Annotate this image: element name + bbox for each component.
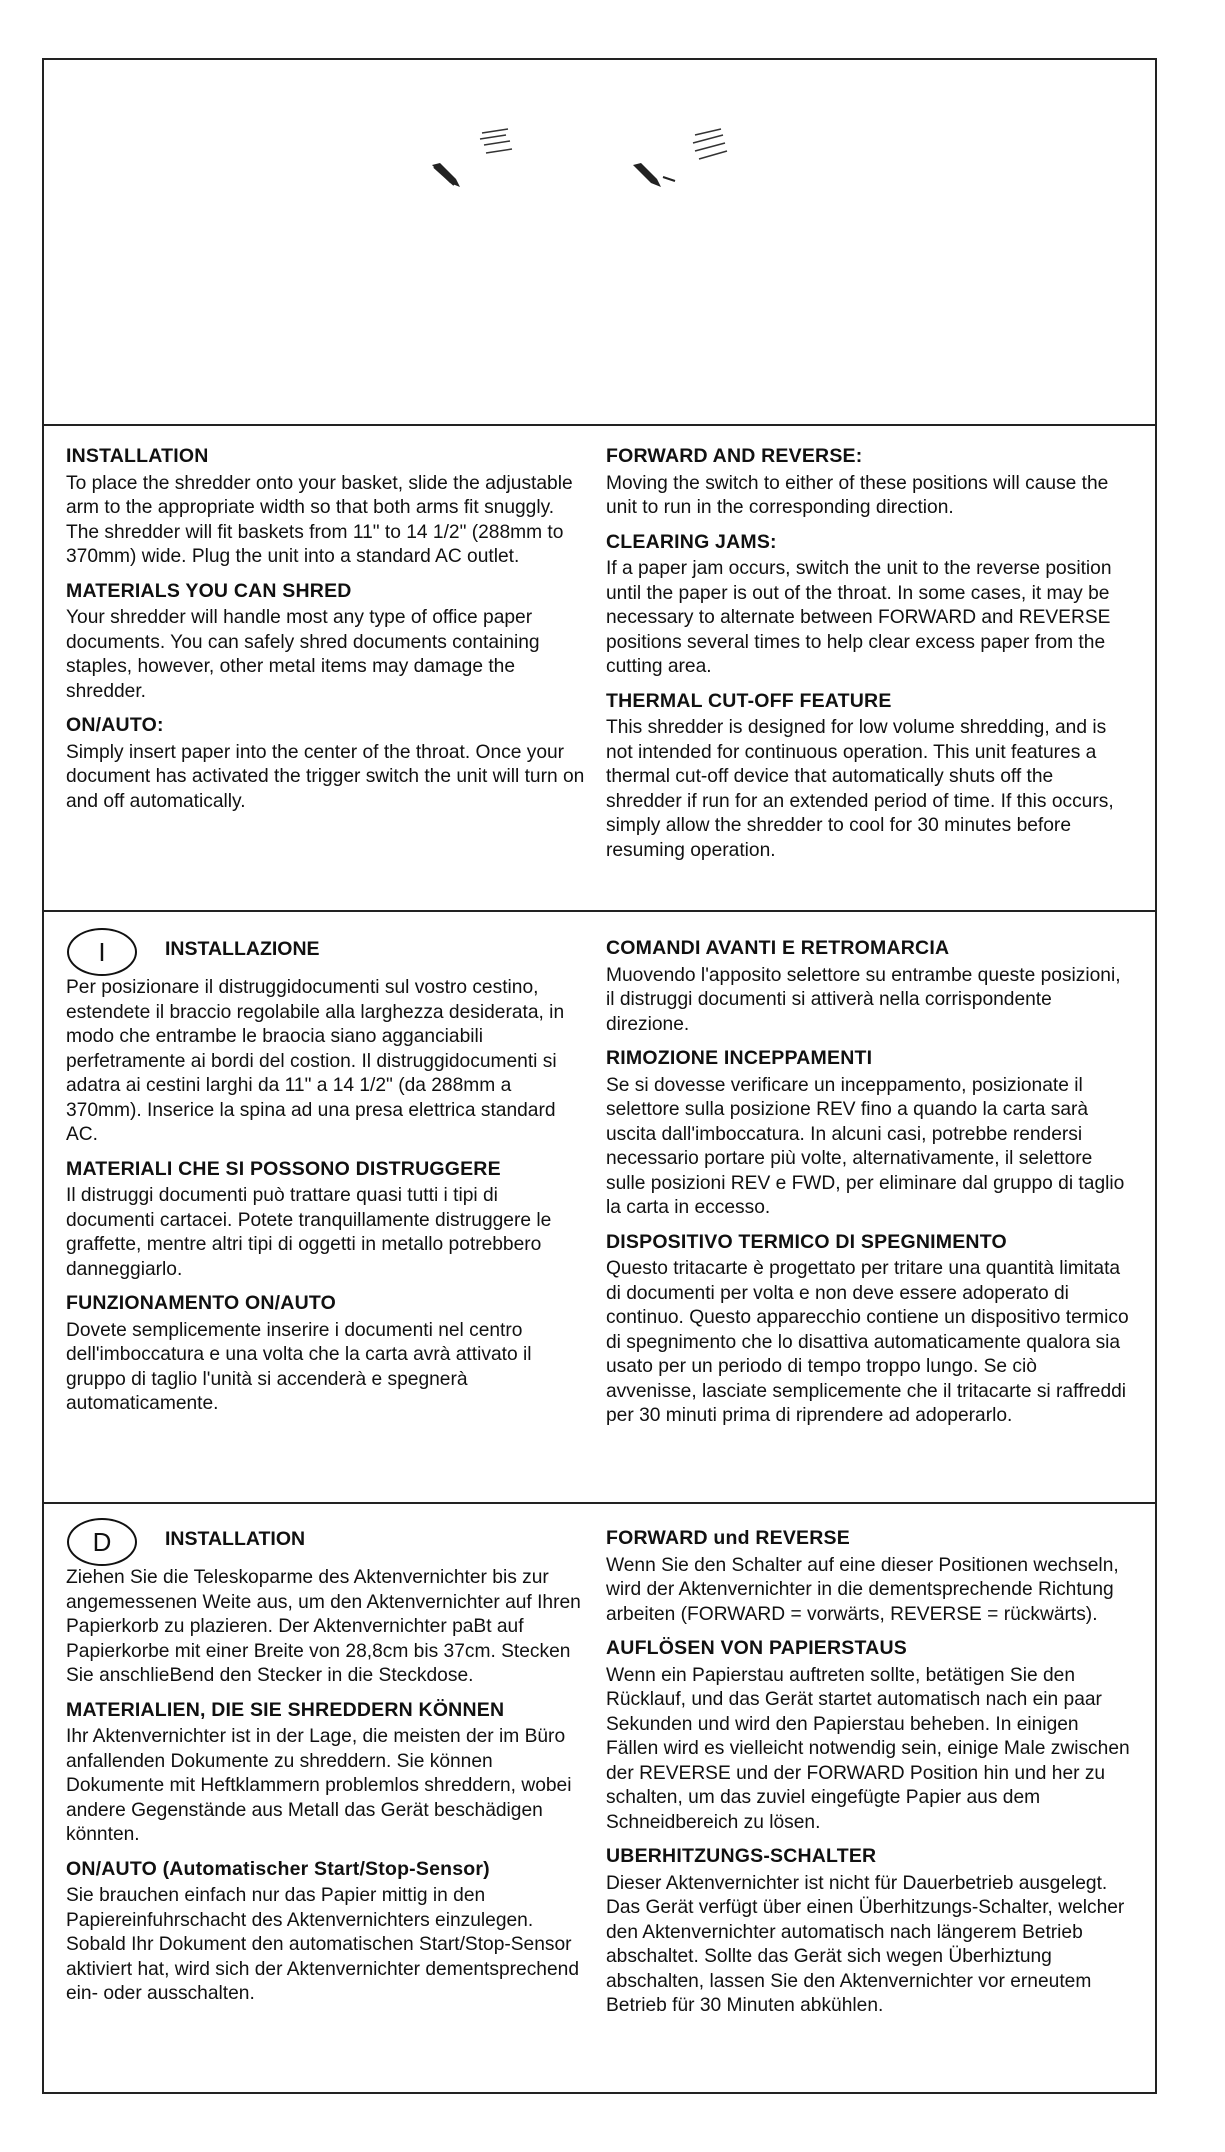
en-body-clearing-jams: If a paper jam occurs, switch the unit to the reverse position until the paper is out of the throat. In some cases, it may be necessary to alternate between FORWARD and REVERSE positions several times to help clear excess paper from the cutting area. [606,558,1112,677]
en-heading-forward-reverse: FORWARD AND REVERSE: [606,445,863,467]
it-body-rimozione: Se si dovesse verificare un inceppamento, posizionate il selettore sulla posizione REV fino a quando la carta sarà uscita dall'imboccatura. In alcuni casi, potrebbe rendersi necessario portare più volte, alternativamente, il selettore sulle posizioni REV e FWD, per eliminare dal gruppo di taglio la carta in eccesso. [606,1074,1125,1218]
it-section-title: INSTALLAZIONE [165,938,320,960]
de-section-title: INSTALLATION [165,1528,306,1550]
it-heading-comandi: COMANDI AVANTI E RETROMARCIA [606,937,950,959]
de-heading-uberhitzung: UBERHITZUNGS-SCHALTER [606,1845,877,1867]
en-heading-materials: MATERIALS YOU CAN SHRED [66,579,352,602]
it-right-column [606,936,1131,1438]
it-heading-rimozione: RIMOZIONE INCEPPAMENTI [606,1047,873,1069]
en-heading-clearing-jams: CLEARING JAMS: [606,530,777,553]
divider-it [42,910,1155,912]
it-language-badge: I [67,928,137,976]
it-body-installazione: Per posizionare il distruggidocumenti sul vostro cestino, estendete il braccio regolabile alla larghezza desiderata, in modo che entrambe le braocia siano agganciabili perfetramente ai bordi del costion. Il distruggidocumenti si adatra ai cestini larghi da 11" a 14 1/2" (da 288mm a 370mm). Inserice la spina ad una presa elettrica standard AC. [66,977,565,1145]
it-body-comandi: Muovendo l'apposito selettore su entrambe queste posizioni, il distruggi documenti si attiverà nella corrispondente direzione. [606,964,1121,1035]
de-body-onauto: Sie brauchen einfach nur das Papier mittig in den Papiereinfuhrschacht des Aktenvernichters einzulegen. Sobald Ihr Dokument den automatischen Start/Stop-Sensor aktiviert hat, wird sich der Aktenvernichter dementsprechend ein- oder ausschalten. [66,1885,579,2004]
it-heading-onauto: FUNZIONAMENTO ON/AUTO [66,1292,336,1314]
it-left-column [66,976,588,1426]
it-body-dispositivo: Questo tritacarte è progettato per tritare una quantità limitata di documenti per volta e non deve essere adoperato di continuo. Questo apparecchio contiene un dispositivo termico di spegnimento che lo disattiva automaticamente qualora sia usato per un periodo di tempo troppo lungo. Se ciò avvenisse, lasciate semplicemente che il tritacarte si raffreddi per 30 minuti prima di riprendere ad adoperarlo. [606,1258,1129,1426]
de-heading-materialien: MATERIALIEN, DIE SIE SHREDDERN KÖNNEN [66,1698,505,1721]
it-body-onauto: Dovete semplicemente inserire i documenti nel centro dell'imboccatura e una volta che la carta avrà attivato il gruppo di taglio l'unità si accenderà e spegnerà automaticamente. [66,1319,532,1414]
en-body-forward-reverse: Moving the switch to either of these positions will cause the unit to run in the corresponding direction. [606,472,1109,518]
bottom-rule [42,2092,1155,2094]
en-body-onauto: Simply insert paper into the center of the throat. Once your document has activated the trigger switch the unit will turn on and off automatically. [66,741,585,812]
de-heading-onauto: ON/AUTO (Automatischer Start/Stop-Sensor) [66,1857,490,1880]
divider-de [42,1502,1155,1504]
en-heading-onauto: ON/AUTO: [66,714,164,736]
de-body-papierstau: Wenn ein Papierstau auftreten sollte, betätigen Sie den Rücklauf, und das Gerät startet automatisch nach ein paar Sekunden und wird den Papierstau beheben. In einigen Fällen wird es vielleicht notwendig sein, einige Male zwischen der REVERSE und der FORWARD Position hin und her zu schalten, um das zuviel eingefügte Papier aus dem Schneidbereich zu lösen. [606,1664,1130,1833]
en-body-materials: Your shredder will handle most any type of office paper documents. You can safely shred documents containing staples, however, other metal items may damage the shredder. [66,607,540,702]
it-body-materiali: Il distruggi documenti può trattare quasi tutti i tipi di documenti cartacei. Potete tranquillamente distruggere le graffette, mentre altri tipi di oggetti in metallo potrebbero danneggiarlo. [66,1185,552,1280]
en-left-column [66,444,586,823]
de-heading-papierstau: AUFLÖSEN VON PAPIERSTAUS [606,1637,907,1659]
en-right-column [606,444,1131,872]
de-body-uberhitzung: Dieser Aktenvernichter ist nicht für Dauerbetrieb ausgelegt. Das Gerät verfügt über einen Überhitzungs-Schalter, welcher den Aktenvernichter automatisch nach längerem Betrieb abschaltet. Sollte das Gerät sich wegen Überhiztung abschalten, lassen Sie den Aktenvernichter vor erneutem Betrieb für 30 Minuten abkühlen. [606,1872,1125,2016]
divider-en [42,424,1155,426]
de-body-materialien: Ihr Aktenvernichter ist in der Lage, die meisten der im Büro anfallenden Dokumente zu shreddern. Sie können Dokumente mit Heftklammern problemlos shreddern, wobei andere Gegenstände aus Metall das Gerät beschädigen könnten. [66,1726,572,1845]
de-heading-forward-reverse: FORWARD und REVERSE [606,1527,850,1549]
de-body-installation: Ziehen Sie die Teleskoparme des Aktenvernichter bis zur angemessenen Weite aus, um den Aktenvernichter auf Ihren Papierkorb zu plazieren. Der Aktenvernichter paBt auf Papierkorbe mit einer Breite von 28,8cm bis 37cm. Stecken Sie anschlieBend den Stecker in die Steckdose. [66,1567,581,1686]
shredder-illustration-right [625,125,745,205]
shredder-illustration-left [420,125,530,205]
it-heading-dispositivo: DISPOSITIVO TERMICO DI SPEGNIMENTO [606,1230,1007,1253]
de-left-column [66,1566,588,2016]
de-right-column [606,1526,1131,2028]
en-body-thermal: This shredder is designed for low volume shredding, and is not intended for continuous operation. This unit features a thermal cut-off device that automatically shuts off the shredder if run for an extended period of time. If this occurs, simply allow the shredder to cool for 30 minutes before resuming operation. [606,717,1114,861]
en-heading-thermal: THERMAL CUT-OFF FEATURE [606,689,892,712]
en-heading-installation: INSTALLATION [66,445,209,467]
en-body-installation: To place the shredder onto your basket, slide the adjustable arm to the appropriate width so that both arms fit snuggly. The shredder will fit baskets from 11" to 14 1/2" (288mm to 370mm) wide. Plug the unit into a standard AC outlet. [66,472,573,567]
it-heading-materiali: MATERIALI CHE SI POSSONO DISTRUGGERE [66,1157,501,1180]
de-language-badge: D [67,1518,137,1566]
de-body-forward-reverse: Wenn Sie den Schalter auf eine dieser Positionen wechseln, wird der Aktenvernichter in die dementsprechende Richtung arbeiten (FORWARD = vorwärts, REVERSE = rückwärts). [606,1554,1119,1625]
